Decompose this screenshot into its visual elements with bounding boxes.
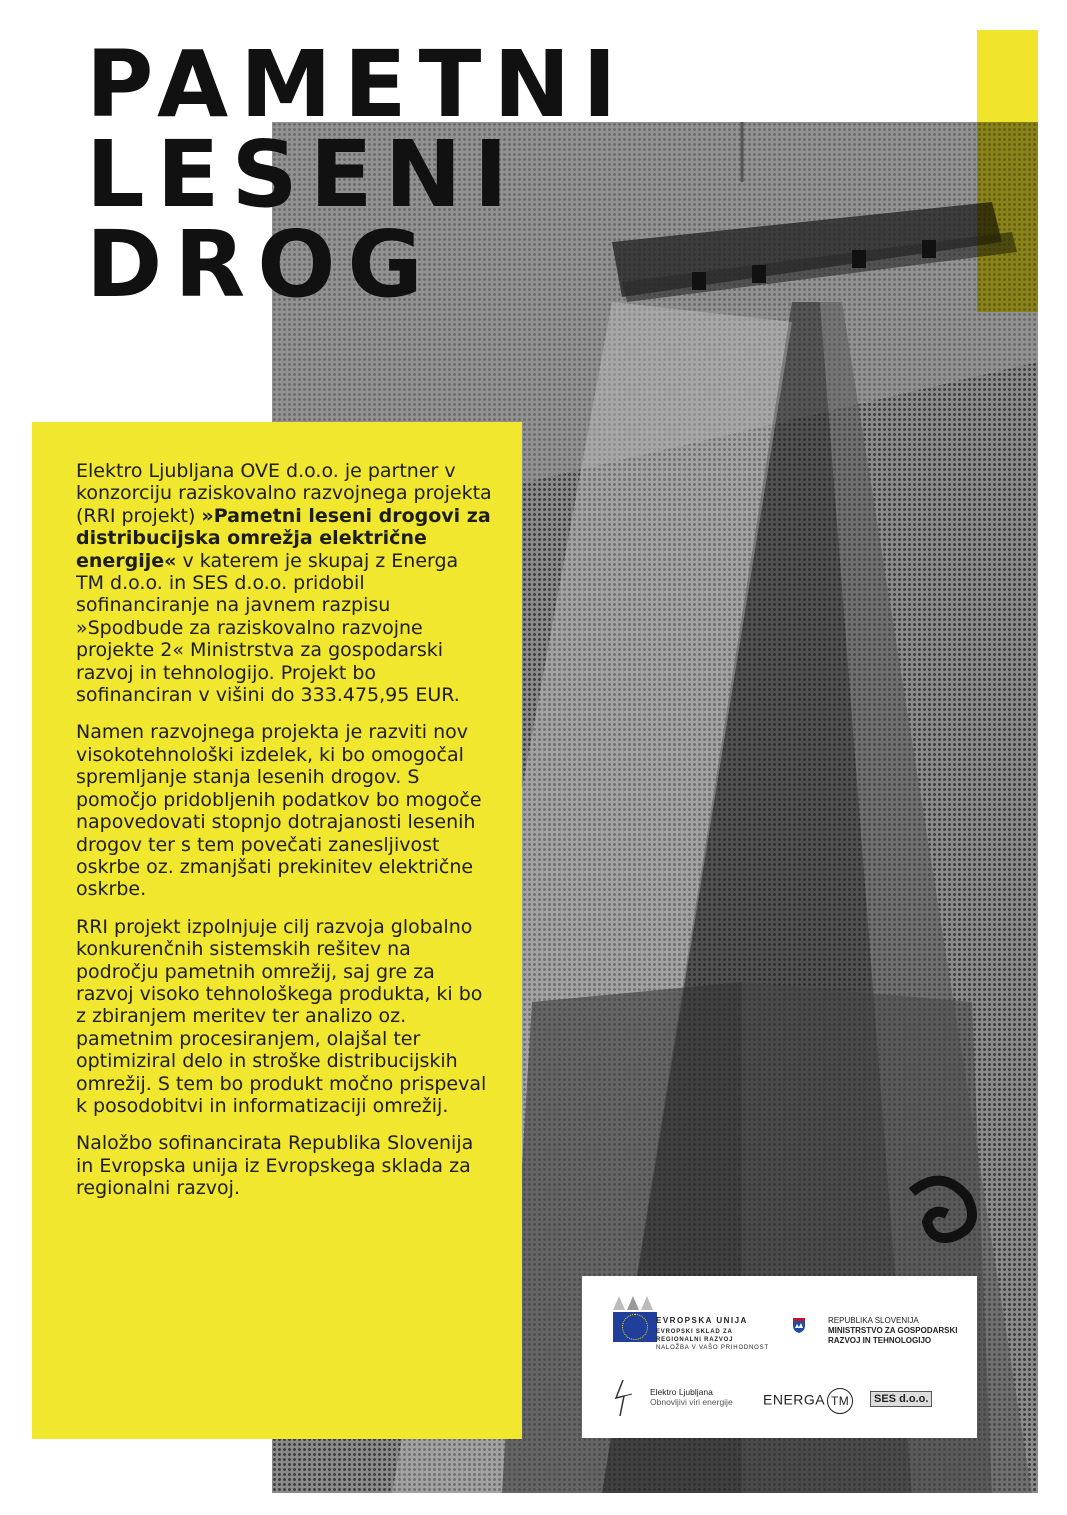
slovenia-line-1: REPUBLIKA SLOVENIJA [828,1316,919,1325]
erdf-mark-icon [613,1296,663,1310]
energa-tm-logo [763,1388,853,1414]
paragraph-funding: Naložbo sofinancirata Republika Slovenija in Evropska unija iz Evropskega sklada za regionalni razvoj. [76,1132,474,1200]
eu-subtitle: EVROPSKI SKLAD ZA REGIONALNI RAZVOJ [656,1329,734,1343]
sponsor-logos [582,1276,977,1438]
accent-strip [977,30,1038,312]
project-name: »Pametni leseni drogovi za distribucijska omrežja električne energije« [76,504,491,572]
eu-flag-icon [613,1312,657,1342]
intro-rest: v katerem je skupaj z Energa TM d.o.o. in SES d.o.o. pridobil sofinanciranje na javnem razpisu »Spodbude za raziskovalno razvojne projekte 2« Ministrstva za gospodarski razvoj in tehnologijo. Projekt bo sofinanciran v višini do 333.475,95 EUR. [76,549,460,707]
paragraph-intro [76,460,492,706]
energa-tm-mark: TM [827,1388,853,1414]
title-line-3: DROG [86,211,435,318]
elektro-ljubljana-logo-icon [612,1380,634,1416]
description-panel [32,422,522,1439]
ministry-name: MINISTRSTVO ZA GOSPODARSKI RAZVOJ IN TEHNOLOGIJO [828,1326,958,1345]
paragraph-goal: RRI projekt izpolnjuje cilj razvoja globalno konkurenčnih sistemskih rešitev na področju pametnih omrežij, saj gre za razvoj visoko tehnološkega produkta, ki bo z zbiranjem meritev ter analizo oz. pametnim procesiranjem, olajšal ter optimiziral delo in stroške distribucijskih omrežij. S tem bo produkt močno prispeval k posodobitvi in informatizaciji omrežij. [76,915,487,1117]
eu-tagline: NALOŽBA V VAŠO PRIHODNOST [656,1345,769,1351]
elektro-ljubljana-name: Elektro Ljubljana [650,1387,713,1397]
ses-logo: SES d.o.o. [870,1391,932,1407]
eu-title: EVROPSKA UNIJA [656,1316,748,1325]
title-line-2: LESENI [86,121,520,228]
title-line-1: PAMETNI [86,31,629,138]
intro-text: Elektro Ljubljana OVE d.o.o. je partner v konzorciju raziskovalno razvojnega projekta (RRI projekt) [76,460,492,527]
energa-name: ENERGA [763,1391,826,1408]
slovenia-crest-icon [793,1318,805,1333]
page-title [86,31,629,318]
paragraph-purpose: Namen razvojnega projekta je razviti nov visokotehnološki izdelek, ki bo omogočal spremljanje stanja lesenih drogov. S pomočjo pridobljenih podatkov bo mogoče napovedovati stopnjo dotrajanosti lesenih drogov ter s tem povečati zanesljivost oskrbe oz. zmanjšati prekinitev električne oskrbe. [76,721,482,901]
elektro-ljubljana-tagline: Obnovljivi viri energije [650,1397,733,1407]
